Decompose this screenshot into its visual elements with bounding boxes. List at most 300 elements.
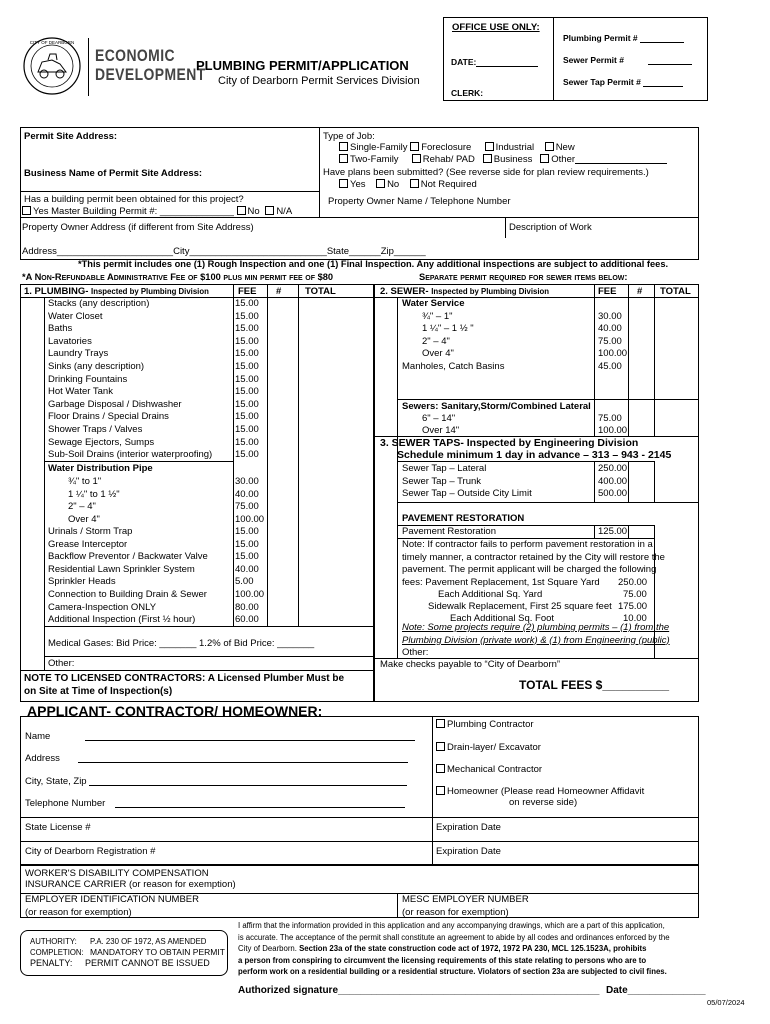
applicant-name-label: Name: [25, 731, 51, 742]
plumbing-contractor-option[interactable]: [436, 719, 534, 732]
fee-row: [402, 413, 652, 425]
single-family-checkbox[interactable]: [339, 142, 348, 151]
fee-row-quantity-input[interactable]: [267, 361, 295, 374]
applicant-phone-field[interactable]: [25, 798, 405, 811]
pavement-first-fee: 250.00: [618, 577, 648, 588]
mesc-field[interactable]: [402, 894, 529, 919]
sewer-heading-sub: Inspected by Plumbing Division: [431, 287, 550, 296]
plumbing-permit-label: Plumbing Permit #: [563, 33, 638, 43]
fee-row-quantity-input[interactable]: [630, 476, 658, 489]
affirm-text: [238, 920, 670, 978]
permit-site-address-field[interactable]: Permit Site Address:: [24, 131, 118, 142]
applicant-city-label: City, State, Zip: [25, 776, 87, 787]
fee-row-label: 1 ¼" – 1 ½ ": [422, 323, 474, 335]
fee-row-amount: 15.00: [235, 373, 259, 385]
fee-row-label: Residential Lawn Sprinkler System: [48, 563, 195, 575]
fee-row-label: Over 4": [68, 513, 100, 525]
fee-row-amount: 5.00: [235, 576, 254, 588]
plumbing-col-total: TOTAL: [305, 286, 336, 297]
fee-row-amount: 15.00: [235, 323, 259, 335]
fee-row-amount: 15.00: [235, 298, 259, 309]
sidewalk-each-fee: 10.00: [623, 613, 647, 624]
building-permit-na-checkbox[interactable]: [265, 206, 274, 215]
fee-row-amount: 15.00: [235, 449, 259, 461]
fee-row: [48, 298, 368, 311]
license-expiration-field[interactable]: Expiration Date: [436, 822, 501, 833]
authorized-signature-field[interactable]: Authorized signature_______________________________________________: [238, 985, 600, 996]
fee-row: [48, 551, 368, 564]
foreclosure-checkbox[interactable]: [410, 142, 419, 151]
plumbing-items: [48, 298, 368, 462]
fee-row-quantity-input[interactable]: [630, 323, 658, 335]
sewer-taps-schedule: Schedule minimum 1 day in advance – 313 – 943 - 2145: [397, 449, 672, 461]
fee-row-label: Drinking Fountains: [48, 373, 128, 385]
owner-address-line[interactable]: Address______________________City__________________________State______Zip______: [22, 246, 426, 257]
building-permit-answer: [22, 206, 292, 219]
fee-row-quantity-input[interactable]: [267, 449, 295, 462]
fee-row: [402, 323, 652, 335]
pavement-note-line-3: pavement. The permit applicant will be charged the following: [402, 564, 657, 576]
fee-row-amount: 15.00: [235, 538, 259, 550]
fee-row-label: Hot Water Tank: [48, 386, 113, 398]
plumbing-other-field[interactable]: Other:: [48, 658, 75, 669]
plumbing-permit-field[interactable]: [563, 33, 684, 43]
fee-row-amount: 75.00: [598, 413, 622, 424]
industrial-label: Industrial: [495, 142, 535, 153]
penalty-value: PERMIT CANNOT BE ISSUED: [85, 958, 210, 968]
fee-row-amount: 15.00: [235, 423, 259, 435]
applicant-phone-label: Telephone Number: [25, 798, 106, 809]
plumbing-col-fee: FEE: [238, 286, 257, 297]
fee-row-amount: 100.00: [235, 513, 265, 525]
inspection-notice: *This permit includes one (1) Rough Inspection and one (1) Final Inspection. Any additional inspections are subject to additional fees.: [78, 259, 669, 269]
fee-row-amount: 15.00: [235, 526, 259, 537]
fee-row-amount: 75.00: [598, 335, 622, 347]
fee-row-amount: 80.00: [235, 601, 259, 613]
fee-row-label: Over 4": [422, 348, 454, 360]
authority-block: [30, 936, 225, 969]
plumbing-heading-text: 1. PLUMBING-: [24, 286, 89, 297]
projects-note: [402, 622, 670, 647]
projects-note-line-2: Plumbing Division (private work) & (1) from Engineering (public): [402, 634, 670, 646]
fee-row-label: Water Closet: [48, 310, 103, 322]
fee-row-quantity-input[interactable]: [267, 411, 295, 424]
fee-row: [48, 564, 368, 577]
fee-row-quantity-input[interactable]: [267, 514, 295, 527]
sewer-col-fee: FEE: [598, 286, 617, 297]
affirm-line-2: is accurate. The acceptance of the permit shall constitute an agreement to abide by all codes and ordinances enforced by the: [238, 932, 670, 942]
sewer-permit-label: Sewer Permit #: [563, 55, 624, 65]
sewer-water-items: [402, 311, 652, 373]
registration-expiration-field[interactable]: Expiration Date: [436, 846, 501, 857]
fee-row-amount: 15.00: [235, 386, 259, 398]
fee-row: [48, 539, 368, 552]
employer-id-field[interactable]: [25, 894, 199, 919]
pavement-note-line-1: Note: If contractor fails to perform pavement restoration in a: [402, 539, 653, 550]
applicant-city-field[interactable]: [25, 776, 407, 789]
fee-row-quantity-input[interactable]: [267, 399, 295, 412]
applicant-address-field[interactable]: [25, 753, 408, 766]
fee-row-label: Laundry Trays: [48, 348, 109, 360]
penalty-label: PENALTY:: [30, 958, 73, 968]
fee-row-quantity-input[interactable]: [267, 386, 295, 399]
fee-row-label: Backflow Preventor / Backwater Valve: [48, 551, 208, 563]
fee-row-quantity-input[interactable]: [267, 311, 295, 324]
office-date-label: DATE:: [451, 57, 477, 67]
fee-row-quantity-input[interactable]: [267, 374, 295, 387]
sewer-heading: [380, 286, 549, 297]
fee-row-amount: 15.00: [235, 310, 259, 322]
sewer-tap-permit-field[interactable]: [563, 77, 683, 87]
building-permit-yes-label: Yes Master Building Permit #: ______________: [33, 206, 234, 217]
fee-row: [48, 602, 368, 615]
plans-no-checkbox[interactable]: [376, 179, 385, 188]
total-fees-field[interactable]: TOTAL FEES $__________: [519, 678, 670, 692]
state-license-field[interactable]: State License #: [25, 822, 91, 833]
fee-row-label: Over 14": [422, 424, 460, 436]
fee-row-amount: 30.00: [235, 476, 259, 487]
two-family-checkbox[interactable]: [339, 154, 348, 163]
fee-row-label: Sewage Ejectors, Sumps: [48, 436, 155, 448]
plans-yes-checkbox[interactable]: [339, 179, 348, 188]
sidewalk-fee: 175.00: [618, 601, 648, 612]
fee-row: [48, 489, 368, 502]
fee-row-quantity-input[interactable]: [267, 437, 295, 450]
affirm-line-1: I affirm that the information provided in this application and any accompanying drawings, which are a part of this application,: [238, 921, 665, 930]
plumbing-col-num: #: [276, 286, 282, 297]
page-title: PLUMBING PERMIT/APPLICATION: [196, 58, 409, 73]
separate-permit-notice: Separate permit required for sewer items below:: [419, 272, 628, 282]
fee-row-label: Sewer Tap – Lateral: [402, 463, 487, 474]
affirm-line-5: perform work on a residential building or a residential structure. Violators of section 23a are subjected to civil fines.: [238, 967, 667, 977]
fee-row-label: 6" – 14": [422, 413, 456, 424]
foreclosure-label: Foreclosure: [421, 142, 472, 153]
fee-row: [402, 348, 652, 360]
other-label: Other: [551, 154, 576, 165]
sewer-other-field[interactable]: Other:: [402, 647, 429, 658]
completion-label: COMPLETION:: [30, 948, 84, 957]
fee-row-quantity-input[interactable]: [630, 463, 658, 476]
sidewalk-label: Sidewalk Replacement, First 25 square feet: [428, 601, 612, 612]
fee-row-label: Stacks (any description): [48, 298, 150, 309]
fee-row: [402, 336, 652, 348]
workers-comp-field[interactable]: [25, 868, 236, 891]
fee-row-quantity-input[interactable]: [267, 539, 295, 552]
mechanical-contractor-label: Mechanical Contractor: [447, 764, 543, 775]
type-of-job-label: Type of Job:: [323, 131, 375, 142]
fee-row: [402, 425, 652, 437]
fee-row-label: Floor Drains / Special Drains: [48, 411, 169, 423]
fee-row: [48, 514, 368, 527]
sewer-tap-permit-label: Sewer Tap Permit #: [563, 77, 641, 87]
drain-layer-label: Drain-layer/ Excavator: [447, 742, 541, 753]
fee-row: [48, 374, 368, 387]
fee-row-quantity-input[interactable]: [267, 336, 295, 349]
business-name-field[interactable]: Business Name of Permit Site Address:: [24, 168, 203, 179]
business-label: Business: [493, 154, 533, 165]
plans-not-required-label: Not Required: [420, 179, 477, 190]
office-date-field[interactable]: [451, 57, 538, 67]
fee-row-amount: 15.00: [235, 411, 259, 423]
sewer-sanitary-items: [402, 413, 652, 436]
sewer-tap-items: [402, 463, 652, 501]
fee-row-amount: 40.00: [235, 563, 259, 575]
admin-fee-notice: *A Non-Refundable Administrative Fee of $100 plus min permit fee of $80: [22, 272, 334, 282]
building-permit-no-checkbox[interactable]: [237, 206, 246, 215]
mesc-label-2: (or reason for exemption): [402, 906, 509, 918]
mesc-label-1: MESC EMPLOYER NUMBER: [402, 894, 529, 905]
fee-row-label: Sub-Soil Drains (interior waterproofing): [48, 449, 213, 461]
business-checkbox[interactable]: [483, 154, 492, 163]
plumbing-contractor-checkbox[interactable]: [436, 719, 445, 728]
job-type-row-1: [339, 142, 575, 155]
office-clerk-label: CLERK:: [451, 88, 484, 98]
logo-divider: [88, 38, 89, 96]
drain-layer-option[interactable]: [436, 742, 541, 755]
applicant-address-label: Address: [25, 753, 60, 764]
plans-answer-row: [339, 179, 477, 192]
fee-row-amount: 15.00: [235, 348, 259, 360]
mechanical-contractor-checkbox[interactable]: [436, 764, 445, 773]
mechanical-contractor-option[interactable]: [436, 764, 542, 777]
new-label: New: [555, 142, 575, 153]
authority-value: P.A. 230 OF 1972, AS AMENDED: [90, 937, 207, 946]
affirm-line-3a: City of Dearborn.: [238, 944, 300, 954]
fee-row-label: 1 ¼" to 1 ½": [68, 488, 120, 500]
applicant-name-field[interactable]: [25, 731, 415, 744]
completion-value: MANDATORY TO OBTAIN PERMIT: [90, 947, 225, 957]
sewer-col-num: #: [637, 286, 643, 297]
industrial-checkbox[interactable]: [485, 142, 494, 151]
homeowner-checkbox[interactable]: [436, 786, 445, 795]
fee-row-quantity-input[interactable]: [267, 564, 295, 577]
fee-row: [48, 501, 368, 514]
fee-row-label: Manholes, Catch Basins: [402, 360, 505, 372]
fee-row-amount: 400.00: [598, 475, 628, 487]
plumbing-heading: [24, 286, 209, 297]
fee-row: [48, 386, 368, 399]
fee-row: [48, 589, 368, 602]
pavement-restoration-label: Pavement Restoration: [402, 526, 496, 537]
fee-row-amount: 15.00: [235, 335, 259, 347]
fee-row-quantity-input[interactable]: [267, 576, 295, 589]
plumbing-water-items: [48, 476, 368, 526]
plans-yes-label: Yes: [350, 179, 366, 190]
building-permit-na-label: N/A: [276, 206, 293, 217]
fee-row: [48, 437, 368, 450]
fee-row-label: Baths: [48, 323, 73, 335]
homeowner-label-2: on reverse side): [509, 797, 578, 808]
owner-address-field[interactable]: Property Owner Address (if different from Site Address): [22, 222, 254, 233]
fee-row-label: 2" – 4": [422, 335, 450, 347]
fee-row-quantity-input[interactable]: [267, 589, 295, 602]
fee-row: [402, 361, 652, 373]
office-use-label: OFFICE USE ONLY:: [452, 22, 540, 33]
fee-row: [402, 463, 652, 476]
workers-comp-label-2: INSURANCE CARRIER (or reason for exemption): [25, 878, 236, 890]
fee-row-label: Sewer Tap – Outside City Limit: [402, 488, 532, 499]
licensed-contractor-note: NOTE TO LICENSED CONTRACTORS: A Licensed Plumber Must be on Site at Time of Inspection(s): [24, 673, 345, 697]
logo-word-economic: ECONOMIC: [95, 46, 175, 65]
affirm-line-4: a person from conspiring to circumvent the licensing requirements of this state relating to persons who are to: [238, 955, 647, 965]
pavement-heading: PAVEMENT RESTORATION: [402, 513, 525, 524]
plans-question: Have plans been submitted? (See reverse side for plan review requirements.): [323, 167, 649, 178]
fee-row-quantity-input[interactable]: [267, 476, 295, 489]
fee-row-quantity-input[interactable]: [630, 425, 658, 437]
fee-row: [48, 411, 368, 424]
fee-row: [48, 336, 368, 349]
fee-row-label: ¾" – 1": [422, 311, 453, 322]
fee-row: [48, 323, 368, 336]
rehab-label: Rehab/ PAD: [422, 154, 475, 165]
fee-row: [48, 476, 368, 489]
pavement-note-line-2: timely manner, a contractor retained by the City will restore the: [402, 551, 665, 563]
fee-row: [48, 576, 368, 589]
office-divider: [553, 17, 554, 101]
sewer-permit-field[interactable]: [563, 55, 692, 65]
pavement-each-sq-label: Each Additional Sq. Yard: [438, 589, 543, 600]
fee-row-amount: 15.00: [235, 398, 259, 410]
fee-row: [48, 424, 368, 437]
fee-row: [48, 449, 368, 462]
plumbing-contractor-label: Plumbing Contractor: [447, 719, 534, 730]
sewer-taps-heading: 3. SEWER TAPS- Inspected by Engineering Division: [380, 437, 639, 449]
sanitary-heading: Sewers: Sanitary,Storm/Combined Lateral: [402, 401, 591, 412]
fee-row-label: Urinals / Storm Trap: [48, 526, 133, 537]
sewer-heading-text: 2. SEWER-: [380, 286, 429, 297]
plans-not-required-checkbox[interactable]: [410, 179, 419, 188]
fee-row: [402, 488, 652, 501]
form-revision-date: 05/07/2024: [707, 998, 745, 1007]
fee-row-quantity-input[interactable]: [267, 526, 295, 539]
fee-row-quantity-input[interactable]: [267, 501, 295, 514]
fee-row-amount: 30.00: [598, 311, 622, 322]
fee-row-quantity-input[interactable]: [267, 489, 295, 502]
fee-row-quantity-input[interactable]: [630, 413, 658, 425]
fee-row-label: ¾" to 1": [68, 476, 102, 487]
fee-row: [48, 614, 368, 627]
fee-row-amount: 500.00: [598, 488, 628, 499]
workers-comp-label-1: WORKER'S DISABILITY COMPENSATION: [25, 868, 209, 879]
fee-row-amount: 40.00: [598, 323, 622, 335]
fee-row-amount: 15.00: [235, 551, 259, 563]
pavement-restoration-fee: 125.00: [598, 526, 628, 537]
fee-row-amount: 45.00: [598, 360, 622, 372]
single-family-label: Single-Family: [350, 142, 408, 153]
plans-no-label: No: [387, 179, 400, 190]
fee-row: [48, 348, 368, 361]
logo-text: [95, 46, 206, 84]
homeowner-label: Homeowner (Please read Homeowner Affidavit: [447, 786, 645, 797]
rehab-checkbox[interactable]: [412, 154, 421, 163]
fee-row: [48, 526, 368, 539]
fee-row: [402, 311, 652, 323]
building-permit-question: Has a building permit been obtained for this project?: [24, 194, 244, 205]
fee-row-quantity-input[interactable]: [267, 551, 295, 564]
fee-row-label: Sprinkler Heads: [48, 576, 116, 588]
fee-row-amount: 40.00: [235, 488, 259, 500]
logo-word-development: DEVELOPMENT: [95, 65, 206, 84]
fee-row-quantity-input[interactable]: [630, 348, 658, 360]
authority-label: AUTHORITY:: [30, 937, 77, 946]
water-distribution-heading: Water Distribution Pipe: [48, 463, 153, 474]
pavement-note-line-4: fees: Pavement Replacement, 1st Square Yard: [402, 576, 600, 588]
fee-row-quantity-input[interactable]: [267, 323, 295, 336]
fee-row-label: Grease Interceptor: [48, 538, 128, 550]
fee-row-label: Shower Traps / Valves: [48, 423, 143, 435]
fee-row-amount: 250.00: [598, 463, 628, 474]
svg-text:CITY OF DEARBORN: CITY OF DEARBORN: [29, 40, 75, 45]
fee-row-label: Additional Inspection (First ½ hour): [48, 614, 196, 626]
fee-row-quantity-input[interactable]: [267, 424, 295, 437]
job-type-row-2: [339, 154, 667, 167]
signature-date-field[interactable]: Date______________: [606, 985, 706, 996]
sewer-col-total: TOTAL: [660, 286, 691, 297]
medical-gases-field[interactable]: Medical Gases: Bid Price: _______ 1.2% of Bid Price: _______: [48, 638, 315, 649]
fee-row: [48, 361, 368, 374]
other-checkbox[interactable]: [540, 154, 549, 163]
fee-row-label: Sewer Tap – Trunk: [402, 475, 482, 487]
owner-name-phone-field[interactable]: Property Owner Name / Telephone Number: [328, 196, 511, 207]
fee-row-amount: 15.00: [235, 360, 259, 372]
fee-row-label: Garbage Disposal / Dishwasher: [48, 398, 182, 410]
fee-row: [48, 399, 368, 412]
fee-row-label: Lavatories: [48, 335, 92, 347]
fee-row-quantity-input[interactable]: [630, 361, 658, 373]
fee-row-quantity-input[interactable]: [267, 602, 295, 615]
new-checkbox[interactable]: [545, 142, 554, 151]
fee-row-amount: 100.00: [598, 348, 628, 360]
applicant-heading: APPLICANT- CONTRACTOR/ HOMEOWNER:: [27, 703, 323, 719]
pavement-each-sq-fee: 75.00: [623, 589, 647, 600]
fee-row-quantity-input[interactable]: [630, 336, 658, 348]
fee-row-quantity-input[interactable]: [267, 298, 295, 311]
fee-row-label: Sinks (any description): [48, 360, 145, 372]
registration-field[interactable]: City of Dearborn Registration #: [25, 846, 156, 857]
fee-row-amount: 100.00: [598, 424, 628, 436]
city-seal: [22, 36, 82, 96]
drain-layer-checkbox[interactable]: [436, 742, 445, 751]
fee-row-quantity-input[interactable]: [267, 348, 295, 361]
page-subtitle: City of Dearborn Permit Services Division: [218, 75, 420, 87]
fee-row: [402, 476, 652, 489]
checks-payable-note: Make checks payable to “City of Dearborn”: [380, 659, 561, 670]
fee-row-quantity-input[interactable]: [630, 488, 658, 501]
two-family-label: Two-Family: [350, 154, 399, 165]
fee-row-label: Connection to Building Drain & Sewer: [48, 588, 207, 600]
building-permit-no-label: No: [247, 206, 260, 217]
building-permit-yes-checkbox[interactable]: [22, 206, 31, 215]
fee-row-quantity-input[interactable]: [630, 311, 658, 323]
plumbing-heading-sub: Inspected by Plumbing Division: [91, 287, 209, 296]
fee-row-amount: 75.00: [235, 501, 259, 512]
fee-row-quantity-input[interactable]: [267, 614, 295, 627]
water-service-heading: Water Service: [402, 298, 465, 309]
fee-row-amount: 60.00: [235, 614, 259, 626]
description-of-work-field[interactable]: Description of Work: [509, 222, 592, 233]
projects-note-line-1: Note: Some projects require (2) plumbing permits – (1) from the: [402, 622, 670, 633]
sidewalk-each-label: Each Additional Sq. Foot: [450, 613, 555, 624]
fee-row-amount: 15.00: [235, 436, 259, 448]
employer-id-label-1: EMPLOYER IDENTIFICATION NUMBER: [25, 894, 200, 905]
fee-row-amount: 100.00: [235, 588, 265, 600]
plumbing-items-2: [48, 526, 368, 627]
fee-row: [48, 311, 368, 324]
fee-row-label: 2" – 4": [68, 501, 96, 512]
fee-row-label: Camera-Inspection ONLY: [48, 601, 157, 613]
affirm-line-3b: Section 23a of the state construction code act of 1972, 1972 PA 230, MCL 125.1523A, prohibits: [299, 944, 647, 954]
employer-id-label-2: (or reason for exemption): [25, 906, 132, 918]
